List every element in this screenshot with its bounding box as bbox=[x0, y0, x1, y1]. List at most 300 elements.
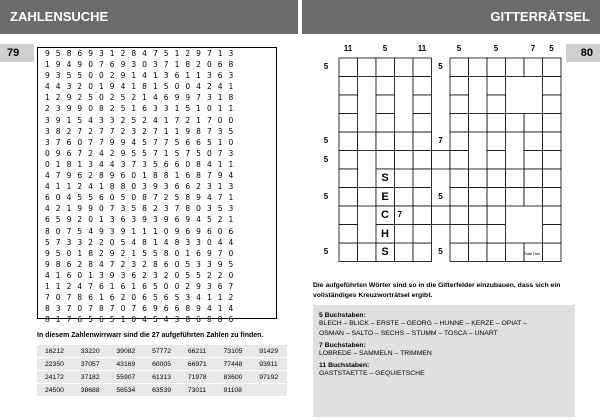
crossword-cell bbox=[358, 58, 377, 77]
crossword-clue-number: 5 bbox=[323, 62, 329, 71]
grid-digit: 9 bbox=[185, 93, 191, 103]
grid-digit: 9 bbox=[109, 82, 115, 92]
answer-cell: 39082 bbox=[108, 345, 144, 358]
answer-cell: 33220 bbox=[73, 345, 109, 358]
grid-digit: 4 bbox=[131, 237, 137, 247]
grid-digit: 3 bbox=[163, 204, 169, 214]
grid-digit: 0 bbox=[217, 115, 223, 125]
grid-digit: 6 bbox=[120, 281, 126, 291]
crossword-cell bbox=[543, 188, 562, 207]
crossword-cell bbox=[506, 58, 525, 77]
crossword-given-letter: E bbox=[381, 190, 389, 203]
grid-digit: 0 bbox=[98, 204, 104, 214]
crossword-clue-number: 11 bbox=[343, 44, 353, 53]
crossword-cell bbox=[487, 169, 506, 188]
grid-digit: 6 bbox=[77, 315, 83, 325]
grid-digit: 2 bbox=[109, 148, 115, 158]
crossword-cell bbox=[524, 114, 543, 133]
grid-digit: 6 bbox=[98, 193, 104, 203]
crossword-cell bbox=[543, 132, 562, 151]
grid-digit: 1 bbox=[152, 71, 158, 81]
grid-digit: 4 bbox=[98, 148, 104, 158]
grid-digit: 0 bbox=[98, 71, 104, 81]
grid-digit: 3 bbox=[152, 270, 158, 280]
crossword-clue-number: 5 bbox=[323, 247, 329, 256]
grid-digit: 6 bbox=[45, 193, 50, 203]
grid-digit: 2 bbox=[120, 115, 126, 125]
grid-digit: 9 bbox=[185, 215, 191, 225]
crossword-cell bbox=[524, 132, 543, 151]
answer-cell: 38688 bbox=[73, 384, 109, 397]
grid-digit: 9 bbox=[88, 204, 93, 214]
grid-digit: 2 bbox=[88, 237, 93, 247]
grid-digit: 1 bbox=[88, 270, 93, 280]
word-group-heading: 7 Buchstaben: bbox=[319, 342, 366, 349]
crossword-cell bbox=[469, 188, 488, 207]
word-group-heading: 11 Buchstaben: bbox=[319, 362, 370, 369]
grid-digit: 6 bbox=[109, 60, 115, 70]
grid-digit: 0 bbox=[206, 60, 212, 70]
crossword-cell bbox=[376, 151, 395, 170]
grid-digit: 8 bbox=[98, 304, 104, 314]
grid-digit: 2 bbox=[66, 126, 72, 136]
grid-digit: 9 bbox=[152, 304, 158, 314]
grid-digit: 1 bbox=[131, 248, 137, 258]
crossword-given-letter: C bbox=[381, 209, 389, 221]
grid-digit: 8 bbox=[163, 171, 169, 181]
grid-digit: 8 bbox=[88, 248, 93, 258]
grid-digit: 3 bbox=[228, 49, 234, 58]
grid-digit: 4 bbox=[206, 304, 212, 314]
grid-digit: 7 bbox=[174, 204, 180, 214]
grid-row bbox=[38, 192, 276, 203]
crossword-cell bbox=[543, 58, 562, 77]
grid-digit: 5 bbox=[174, 148, 180, 158]
grid-digit: 0 bbox=[88, 71, 93, 81]
grid-digit: 6 bbox=[174, 159, 180, 169]
crossword-cell bbox=[450, 169, 469, 188]
answer-cell: 55907 bbox=[108, 371, 144, 384]
grid-digit: 0 bbox=[131, 171, 137, 181]
grid-digit: 5 bbox=[88, 193, 93, 203]
grid-digit: 9 bbox=[45, 71, 50, 81]
grid-digit: 0 bbox=[174, 270, 180, 280]
crossword-cell bbox=[450, 132, 469, 151]
grid-row bbox=[38, 159, 276, 170]
crossword-cell bbox=[450, 58, 469, 77]
crossword-svg bbox=[315, 44, 565, 274]
grid-digit: 6 bbox=[142, 304, 147, 314]
grid-row bbox=[38, 59, 276, 70]
crossword-cell bbox=[358, 188, 377, 207]
crossword-cell bbox=[339, 151, 358, 170]
grid-digit: 5 bbox=[66, 71, 72, 81]
grid-digit: 9 bbox=[77, 204, 83, 214]
crossword-cell bbox=[487, 58, 506, 77]
grid-digit: 0 bbox=[77, 137, 83, 147]
grid-digit: 1 bbox=[66, 204, 72, 214]
grid-digit: 7 bbox=[206, 115, 212, 125]
crossword-cell bbox=[524, 58, 543, 77]
word-list-line: GASTSTAETTE – GEQUIETSCHE bbox=[319, 370, 425, 377]
crossword-instruction: Die aufgeführten Wörter sind so in die Gitterfelder einzubauen, dass sich ein vollständiges Kreuzworträtsel ergibt. bbox=[313, 282, 561, 299]
grid-digit: 1 bbox=[98, 82, 104, 92]
crossword-clue-number: 5 bbox=[456, 44, 462, 53]
grid-digit: 3 bbox=[185, 293, 191, 303]
crossword-cell bbox=[432, 206, 451, 225]
grid-digit: 0 bbox=[206, 104, 212, 114]
grid-digit: 0 bbox=[66, 248, 72, 258]
grid-digit: 1 bbox=[185, 71, 191, 81]
grid-digit: 5 bbox=[185, 104, 191, 114]
answer-cell: 57772 bbox=[144, 345, 180, 358]
grid-digit: 1 bbox=[142, 93, 147, 103]
crossword-cell bbox=[524, 188, 543, 207]
grid-digit: 0 bbox=[228, 115, 234, 125]
grid-digit: 5 bbox=[55, 215, 61, 225]
grid-digit: 9 bbox=[55, 60, 61, 70]
grid-digit: 6 bbox=[196, 315, 201, 325]
grid-digit: 7 bbox=[152, 148, 158, 158]
crossword-cell bbox=[376, 77, 395, 96]
grid-digit: 8 bbox=[120, 182, 126, 192]
grid-digit: 1 bbox=[131, 82, 137, 92]
grid-row bbox=[38, 92, 276, 103]
word-list-line: OSMAN – SALTO – SECHS – STUMM – TOSCA – UNART bbox=[319, 330, 498, 337]
grid-digit: 5 bbox=[142, 248, 147, 258]
grid-digit: 4 bbox=[228, 171, 234, 181]
header-right-title: GITTERRÄTSEL bbox=[302, 0, 600, 34]
answer-cell: 77448 bbox=[216, 358, 252, 371]
grid-digit: 0 bbox=[45, 159, 50, 169]
grid-digit: 7 bbox=[88, 281, 93, 291]
crossword-cell bbox=[487, 243, 506, 262]
grid-digit: 1 bbox=[45, 60, 50, 70]
grid-digit: 1 bbox=[109, 49, 115, 58]
crossword-cell bbox=[469, 58, 488, 77]
grid-digit: 3 bbox=[228, 71, 234, 81]
grid-digit: 9 bbox=[120, 137, 126, 147]
grid-row bbox=[38, 259, 276, 270]
grid-digit: 8 bbox=[228, 93, 234, 103]
grid-digit: 6 bbox=[185, 182, 191, 192]
grid-digit: 8 bbox=[142, 82, 147, 92]
grid-digit: 3 bbox=[142, 182, 147, 192]
grid-digit: 5 bbox=[163, 49, 169, 58]
grid-row bbox=[38, 103, 276, 114]
grid-digit: 3 bbox=[228, 204, 234, 214]
grid-digit: 4 bbox=[206, 159, 212, 169]
answer-cell: 97192 bbox=[251, 371, 287, 384]
grid-digit: 8 bbox=[185, 315, 191, 325]
grid-row bbox=[38, 170, 276, 181]
grid-digit: 1 bbox=[174, 126, 180, 136]
crossword-cell bbox=[506, 188, 525, 207]
crossword-cell bbox=[339, 77, 358, 96]
grid-digit: 6 bbox=[142, 281, 147, 291]
crossword-cell bbox=[450, 77, 469, 96]
grid-digit: 5 bbox=[77, 115, 83, 125]
grid-digit: 4 bbox=[45, 270, 50, 280]
grid-digit: 1 bbox=[163, 115, 169, 125]
answer-row bbox=[37, 371, 287, 384]
grid-digit: 9 bbox=[66, 171, 72, 181]
answer-cell: 91108 bbox=[216, 384, 252, 397]
crossword-clue-number: 5 bbox=[323, 154, 329, 164]
grid-digit: 1 bbox=[142, 171, 147, 181]
grid-digit: 2 bbox=[185, 115, 191, 125]
crossword-cell bbox=[413, 225, 432, 244]
grid-digit: 6 bbox=[142, 104, 147, 114]
grid-digit: 0 bbox=[163, 281, 169, 291]
crossword-cell bbox=[487, 206, 506, 225]
grid-digit: 5 bbox=[142, 137, 147, 147]
grid-digit: 2 bbox=[228, 293, 234, 303]
grid-digit: 0 bbox=[55, 293, 61, 303]
grid-digit: 5 bbox=[152, 293, 158, 303]
grid-digit: 0 bbox=[109, 237, 115, 247]
grid-digit: 7 bbox=[217, 248, 223, 258]
crossword-cell bbox=[543, 151, 562, 170]
grid-digit: 5 bbox=[185, 259, 191, 269]
grid-digit: 9 bbox=[120, 226, 126, 236]
grid-digit: 6 bbox=[98, 315, 104, 325]
grid-digit: 1 bbox=[55, 270, 61, 280]
grid-digit: 7 bbox=[206, 49, 212, 58]
grid-digit: 7 bbox=[152, 193, 158, 203]
grid-digit: 1 bbox=[131, 281, 137, 291]
grid-digit: 5 bbox=[142, 148, 147, 158]
answer-cell: 43169 bbox=[108, 358, 144, 371]
crossword-cell bbox=[339, 114, 358, 133]
crossword-cell bbox=[506, 114, 525, 133]
grid-digit: 3 bbox=[142, 159, 147, 169]
grid-digit: 3 bbox=[98, 270, 104, 280]
grid-digit: 9 bbox=[109, 248, 115, 258]
crossword-clue-number: 5 bbox=[493, 44, 499, 53]
answer-cell: 66971 bbox=[180, 358, 216, 371]
crossword-cell bbox=[543, 169, 562, 188]
grid-digit: 4 bbox=[228, 237, 234, 247]
grid-digit: 5 bbox=[152, 159, 158, 169]
grid-digit: 1 bbox=[217, 304, 223, 314]
grid-digit: 9 bbox=[88, 49, 93, 58]
grid-digit: 0 bbox=[55, 193, 61, 203]
crossword-clue-number: 5 bbox=[382, 44, 388, 53]
grid-row bbox=[38, 148, 276, 159]
grid-digit: 5 bbox=[109, 315, 115, 325]
grid-digit: 6 bbox=[98, 281, 104, 291]
crossword-cell bbox=[543, 114, 562, 133]
grid-digit: 7 bbox=[131, 304, 137, 314]
grid-digit: 8 bbox=[142, 193, 147, 203]
grid-digit: 4 bbox=[66, 193, 72, 203]
grid-digit: 7 bbox=[163, 137, 169, 147]
grid-digit: 0 bbox=[131, 193, 137, 203]
grid-digit: 7 bbox=[152, 126, 158, 136]
grid-digit: 6 bbox=[77, 49, 83, 58]
crossword-cell bbox=[413, 77, 432, 96]
grid-digit: 7 bbox=[98, 60, 104, 70]
grid-digit: 4 bbox=[217, 82, 223, 92]
page-number-left: 79 bbox=[0, 44, 34, 62]
grid-digit: 2 bbox=[88, 171, 93, 181]
grid-digit: 5 bbox=[88, 93, 93, 103]
grid-digit: 1 bbox=[196, 104, 201, 114]
grid-digit: 4 bbox=[142, 49, 147, 58]
crossword-cell bbox=[506, 169, 525, 188]
grid-digit: 3 bbox=[152, 60, 158, 70]
grid-digit: 9 bbox=[66, 93, 72, 103]
grid-digit: 7 bbox=[152, 137, 158, 147]
grid-digit: 3 bbox=[109, 226, 115, 236]
grid-digit: 2 bbox=[152, 204, 158, 214]
grid-digit: 9 bbox=[174, 93, 180, 103]
crossword-cell bbox=[469, 206, 488, 225]
grid-digit: 8 bbox=[196, 171, 201, 181]
crossword-clue-number: 5 bbox=[323, 191, 329, 201]
crossword-cell bbox=[413, 58, 432, 77]
crossword-cell bbox=[395, 188, 414, 207]
grid-digit: 0 bbox=[98, 93, 104, 103]
grid-digit: 5 bbox=[77, 193, 83, 203]
answer-cell: 73011 bbox=[180, 384, 216, 397]
crossword-cell bbox=[358, 243, 377, 262]
grid-digit: 1 bbox=[152, 82, 158, 92]
grid-digit: 2 bbox=[142, 259, 147, 269]
crossword-cell bbox=[395, 132, 414, 151]
grid-digit: 1 bbox=[163, 148, 169, 158]
grid-digit: 5 bbox=[131, 115, 137, 125]
grid-digit: 5 bbox=[131, 204, 137, 214]
grid-digit: 2 bbox=[66, 281, 72, 291]
grid-digit: 1 bbox=[77, 159, 83, 169]
grid-digit: 5 bbox=[152, 315, 158, 325]
grid-digit: 2 bbox=[131, 93, 137, 103]
grid-digit: 0 bbox=[131, 315, 137, 325]
grid-digit: 0 bbox=[142, 60, 147, 70]
crossword-cell bbox=[543, 206, 562, 225]
crossword-cell bbox=[487, 95, 506, 114]
grid-digit: 4 bbox=[45, 82, 50, 92]
grid-digit: 3 bbox=[55, 304, 61, 314]
crossword-cell bbox=[376, 95, 395, 114]
crossword-cell bbox=[450, 206, 469, 225]
grid-digit: 3 bbox=[55, 71, 61, 81]
grid-digit: 1 bbox=[98, 293, 104, 303]
crossword-cell bbox=[432, 151, 451, 170]
grid-digit: 0 bbox=[131, 293, 137, 303]
grid-digit: 5 bbox=[55, 49, 61, 58]
grid-digit: 6 bbox=[66, 148, 72, 158]
crossword-cell bbox=[543, 77, 562, 96]
grid-digit: 2 bbox=[88, 126, 93, 136]
grid-digit: 2 bbox=[196, 182, 201, 192]
grid-digit: 9 bbox=[109, 270, 115, 280]
crossword-cell bbox=[376, 132, 395, 151]
grid-digit: 5 bbox=[152, 281, 158, 291]
answer-row bbox=[37, 384, 287, 397]
grid-digit: 6 bbox=[228, 315, 234, 325]
grid-digit: 3 bbox=[228, 148, 234, 158]
grid-digit: 4 bbox=[196, 215, 201, 225]
grid-digit: 2 bbox=[55, 204, 61, 214]
grid-digit: 7 bbox=[66, 304, 72, 314]
grid-digit: 3 bbox=[98, 49, 104, 58]
grid-digit: 6 bbox=[163, 159, 169, 169]
grid-digit: 6 bbox=[185, 226, 191, 236]
grid-digit: 3 bbox=[120, 270, 126, 280]
grid-digit: 9 bbox=[196, 281, 201, 291]
grid-digit: 0 bbox=[206, 148, 212, 158]
grid-digit: 7 bbox=[55, 171, 61, 181]
grid-digit: 2 bbox=[163, 270, 169, 280]
grid-digit: 6 bbox=[163, 259, 169, 269]
grid-digit: 0 bbox=[163, 226, 169, 236]
answer-cell: 61313 bbox=[144, 371, 180, 384]
grid-digit: 1 bbox=[131, 71, 137, 81]
answer-cell: 66211 bbox=[180, 345, 216, 358]
grid-digit: 2 bbox=[88, 148, 93, 158]
grid-digit: 5 bbox=[228, 259, 234, 269]
grid-digit: 3 bbox=[45, 126, 50, 136]
grid-digit: 3 bbox=[206, 259, 212, 269]
crossword-cell bbox=[339, 188, 358, 207]
grid-digit: 1 bbox=[45, 281, 50, 291]
grid-digit: 0 bbox=[228, 248, 234, 258]
grid-digit: 8 bbox=[66, 49, 72, 58]
crossword-cell bbox=[413, 132, 432, 151]
grid-digit: 3 bbox=[206, 204, 212, 214]
grid-digit: 2 bbox=[217, 270, 223, 280]
grid-row bbox=[38, 181, 276, 192]
grid-digit: 1 bbox=[45, 93, 50, 103]
crossword-clue-number: 5 bbox=[438, 191, 443, 201]
grid-digit: 1 bbox=[217, 159, 223, 169]
grid-digit: 3 bbox=[109, 115, 115, 125]
grid-digit: 4 bbox=[88, 182, 93, 192]
grid-digit: 2 bbox=[109, 93, 115, 103]
grid-digit: 6 bbox=[185, 171, 191, 181]
grid-digit: 8 bbox=[196, 126, 201, 136]
grid-digit: 7 bbox=[109, 204, 115, 214]
grid-digit: 1 bbox=[163, 126, 169, 136]
grid-digit: 8 bbox=[185, 193, 191, 203]
grid-digit: 2 bbox=[98, 237, 104, 247]
grid-digit: 2 bbox=[98, 248, 104, 258]
grid-digit: 8 bbox=[152, 259, 158, 269]
grid-digit: 4 bbox=[228, 304, 234, 314]
grid-digit: 7 bbox=[109, 304, 115, 314]
grid-digit: 2 bbox=[185, 281, 191, 291]
grid-digit: 7 bbox=[77, 148, 83, 158]
grid-digit: 8 bbox=[45, 315, 50, 325]
grid-digit: 0 bbox=[77, 304, 83, 314]
crossword-cell bbox=[450, 151, 469, 170]
grid-row bbox=[38, 214, 276, 225]
crossword-cell bbox=[358, 132, 377, 151]
grid-digit: 3 bbox=[120, 204, 126, 214]
grid-digit: 0 bbox=[88, 215, 93, 225]
grid-digit: 4 bbox=[196, 82, 201, 92]
grid-digit: 3 bbox=[163, 104, 169, 114]
grid-digit: 0 bbox=[120, 304, 126, 314]
grid-digit: 8 bbox=[206, 315, 212, 325]
grid-digit: 7 bbox=[185, 148, 191, 158]
grid-digit: 9 bbox=[163, 215, 169, 225]
grid-digit: 0 bbox=[88, 82, 93, 92]
crossword-cell bbox=[413, 206, 432, 225]
